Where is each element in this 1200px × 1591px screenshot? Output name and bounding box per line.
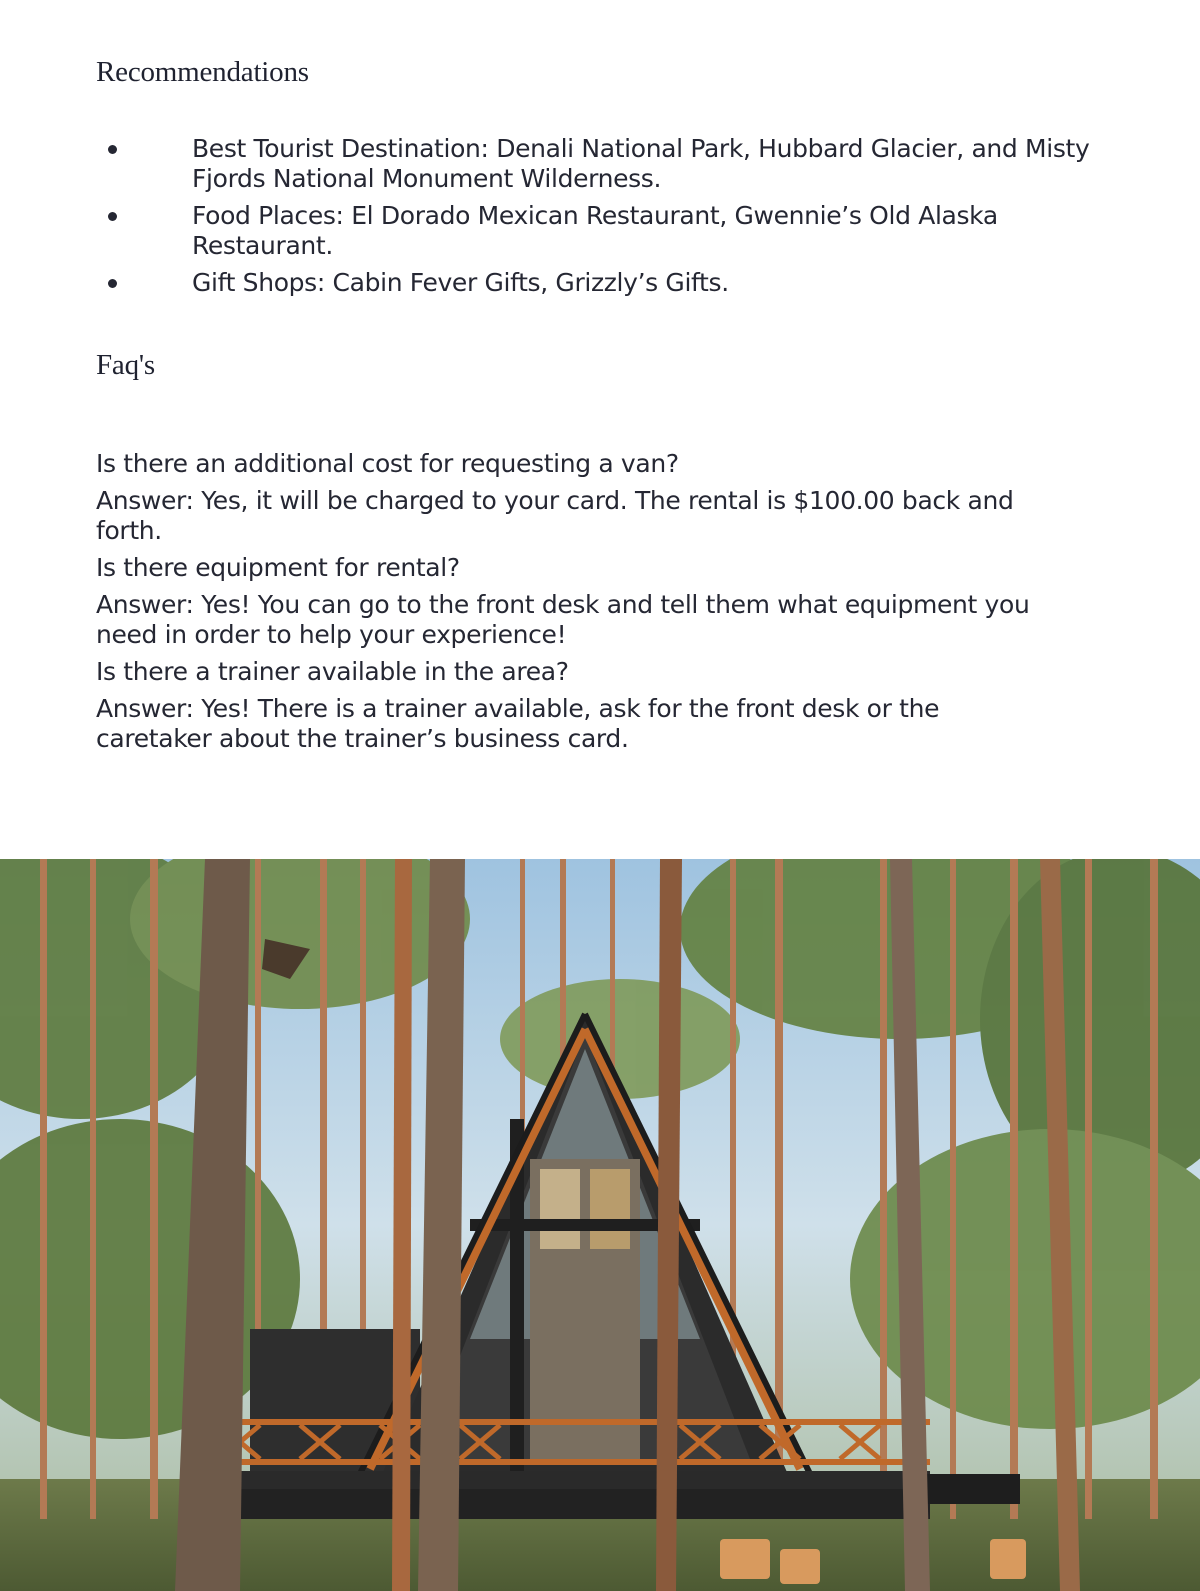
list-item — [96, 201, 1126, 261]
faq-list — [96, 449, 1056, 761]
faq-question: Is there an additional cost for requesting a van? — [96, 449, 679, 478]
faq-question: Is there a trainer available in the area? — [96, 657, 569, 686]
list-item-text: Best Tourist Destination: Denali National Park, Hubbard Glacier, and Misty Fjords National Monument Wilderness. — [192, 134, 1090, 193]
faq-question: Is there equipment for rental? — [96, 553, 460, 582]
bullet-icon — [108, 279, 117, 288]
recommendations-list — [96, 134, 1126, 305]
list-item-text: Gift Shops: Cabin Fever Gifts, Grizzly’s Gifts. — [192, 268, 729, 297]
cabin-forest-illustration — [0, 859, 1200, 1591]
list-item — [96, 134, 1126, 194]
bullet-icon — [108, 212, 117, 221]
list-item-text: Food Places: El Dorado Mexican Restaurant, Gwennie’s Old Alaska Restaurant. — [192, 201, 998, 260]
faq-answer: Answer: Yes! You can go to the front desk and tell them what equipment you need in order to help your experience! — [96, 590, 1030, 649]
recommendations-heading: Recommendations — [96, 56, 309, 88]
bullet-icon — [108, 145, 117, 154]
faq-heading: Faq's — [96, 349, 156, 381]
cabin-photo — [0, 859, 1200, 1591]
list-item — [96, 268, 1126, 298]
faq-answer: Answer: Yes! There is a trainer available, ask for the front desk or the caretaker about the trainer’s business card. — [96, 694, 940, 753]
faq-answer: Answer: Yes, it will be charged to your card. The rental is $100.00 back and forth. — [96, 486, 1014, 545]
